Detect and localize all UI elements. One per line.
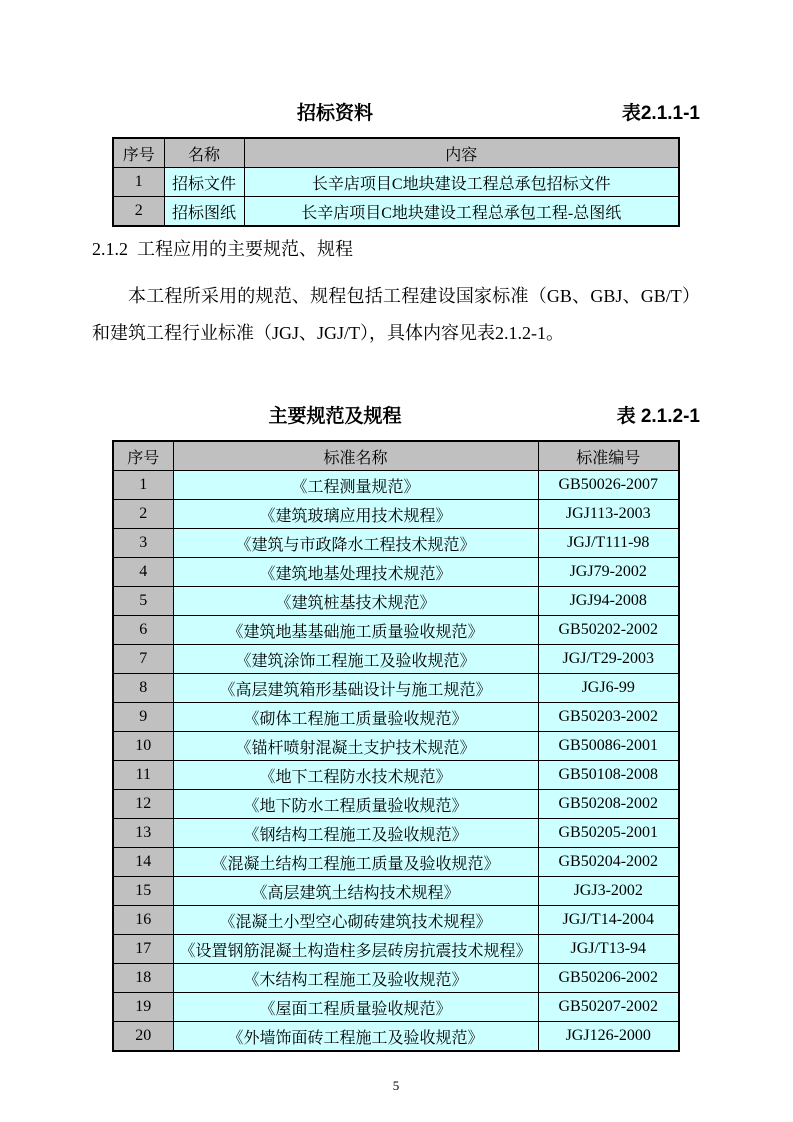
table-row bbox=[113, 877, 679, 906]
name-cell: 招标文件 bbox=[164, 168, 244, 197]
table-row bbox=[113, 471, 679, 500]
standard-name-cell: 《屋面工程质量验收规范》 bbox=[173, 993, 538, 1022]
standard-code-cell: GB50205-2001 bbox=[538, 819, 679, 848]
index-cell: 20 bbox=[113, 1022, 173, 1052]
table-row bbox=[113, 168, 679, 197]
standard-name-cell: 《外墙饰面砖工程施工及验收规范》 bbox=[173, 1022, 538, 1052]
table2-caption-row bbox=[92, 404, 700, 430]
table-row bbox=[113, 964, 679, 993]
standard-code-cell: JGJ/T14-2004 bbox=[538, 906, 679, 935]
table-row bbox=[113, 703, 679, 732]
index-cell: 18 bbox=[113, 964, 173, 993]
index-cell: 9 bbox=[113, 703, 173, 732]
standard-name-cell: 《建筑地基处理技术规范》 bbox=[173, 558, 538, 587]
table-row bbox=[113, 558, 679, 587]
name-cell: 招标图纸 bbox=[164, 197, 244, 227]
table-row bbox=[113, 732, 679, 761]
standard-name-cell: 《建筑桩基技术规范》 bbox=[173, 587, 538, 616]
content-cell: 长辛店项目C地块建设工程总承包工程-总图纸 bbox=[244, 197, 679, 227]
table-row bbox=[113, 1022, 679, 1052]
standard-name-cell: 《锚杆喷射混凝土支护技术规范》 bbox=[173, 732, 538, 761]
standard-name-cell: 《建筑与市政降水工程技术规范》 bbox=[173, 529, 538, 558]
index-cell: 15 bbox=[113, 877, 173, 906]
body-paragraph: 本工程所采用的规范、规程包括工程建设国家标准（GB、GBJ、GB/T）和建筑工程行业标准（JGJ、JGJ/T），具体内容见表2.1.2-1。 bbox=[92, 286, 700, 343]
header-cell-index: 序号 bbox=[113, 138, 164, 168]
standard-name-cell: 《高层建筑箱形基础设计与施工规范》 bbox=[173, 674, 538, 703]
table-row bbox=[113, 197, 679, 227]
standard-code-cell: JGJ/T111-98 bbox=[538, 529, 679, 558]
table-row bbox=[113, 529, 679, 558]
table-row bbox=[113, 848, 679, 877]
header-cell-index: 序号 bbox=[113, 441, 173, 471]
table-row bbox=[113, 819, 679, 848]
standard-code-cell: GB50208-2002 bbox=[538, 790, 679, 819]
standard-name-cell: 《设置钢筋混凝土构造柱多层砖房抗震技术规程》 bbox=[173, 935, 538, 964]
table-row bbox=[113, 906, 679, 935]
index-cell: 1 bbox=[113, 168, 164, 197]
table-row bbox=[113, 500, 679, 529]
standard-code-cell: JGJ79-2002 bbox=[538, 558, 679, 587]
index-cell: 2 bbox=[113, 500, 173, 529]
bidding-materials-table bbox=[112, 137, 680, 227]
table-header-row bbox=[113, 138, 679, 168]
table1-title: 招标资料 bbox=[296, 103, 373, 124]
index-cell: 13 bbox=[113, 819, 173, 848]
standard-name-cell: 《地下防水工程质量验收规范》 bbox=[173, 790, 538, 819]
standard-name-cell: 《建筑涂饰工程施工及验收规范》 bbox=[173, 645, 538, 674]
standard-code-cell: GB50202-2002 bbox=[538, 616, 679, 645]
index-cell: 11 bbox=[113, 761, 173, 790]
index-cell: 14 bbox=[113, 848, 173, 877]
table2-label: 表 2.1.2-1 bbox=[616, 406, 700, 427]
table-row bbox=[113, 993, 679, 1022]
table-row bbox=[113, 761, 679, 790]
index-cell: 19 bbox=[113, 993, 173, 1022]
content-cell: 长辛店项目C地块建设工程总承包招标文件 bbox=[244, 168, 679, 197]
standard-name-cell: 《钢结构工程施工及验收规范》 bbox=[173, 819, 538, 848]
index-cell: 4 bbox=[113, 558, 173, 587]
index-cell: 1 bbox=[113, 471, 173, 500]
standard-code-cell: GB50207-2002 bbox=[538, 993, 679, 1022]
index-cell: 3 bbox=[113, 529, 173, 558]
table2-title: 主要规范及规程 bbox=[268, 406, 402, 427]
table-header-row bbox=[113, 441, 679, 471]
standard-code-cell: GB50026-2007 bbox=[538, 471, 679, 500]
standard-name-cell: 《混凝土小型空心砌砖建筑技术规程》 bbox=[173, 906, 538, 935]
standard-name-cell: 《建筑玻璃应用技术规程》 bbox=[173, 500, 538, 529]
standard-code-cell: GB50203-2002 bbox=[538, 703, 679, 732]
header-cell-standard-name: 标准名称 bbox=[173, 441, 538, 471]
table-row bbox=[113, 790, 679, 819]
section-heading: 2.1.2 工程应用的主要规范、规程 bbox=[92, 239, 353, 259]
standard-name-cell: 《建筑地基基础施工质量验收规范》 bbox=[173, 616, 538, 645]
standard-code-cell: GB50086-2001 bbox=[538, 732, 679, 761]
index-cell: 6 bbox=[113, 616, 173, 645]
standard-name-cell: 《木结构工程施工及验收规范》 bbox=[173, 964, 538, 993]
index-cell: 17 bbox=[113, 935, 173, 964]
standard-code-cell: GB50108-2008 bbox=[538, 761, 679, 790]
standard-name-cell: 《混凝土结构工程施工质量及验收规范》 bbox=[173, 848, 538, 877]
standard-code-cell: JGJ126-2000 bbox=[538, 1022, 679, 1052]
table1-caption-row bbox=[92, 101, 700, 127]
header-cell-standard-code: 标准编号 bbox=[538, 441, 679, 471]
table1-label: 表2.1.1-1 bbox=[621, 103, 700, 124]
index-cell: 2 bbox=[113, 197, 164, 227]
index-cell: 5 bbox=[113, 587, 173, 616]
page-number: 5 bbox=[392, 1078, 400, 1093]
table-row bbox=[113, 616, 679, 645]
header-cell-content: 内容 bbox=[244, 138, 679, 168]
standard-code-cell: GB50204-2002 bbox=[538, 848, 679, 877]
index-cell: 10 bbox=[113, 732, 173, 761]
table-row bbox=[113, 587, 679, 616]
header-cell-name: 名称 bbox=[164, 138, 244, 168]
standard-code-cell: JGJ/T13-94 bbox=[538, 935, 679, 964]
table-row bbox=[113, 645, 679, 674]
index-cell: 7 bbox=[113, 645, 173, 674]
standard-name-cell: 《砌体工程施工质量验收规范》 bbox=[173, 703, 538, 732]
index-cell: 12 bbox=[113, 790, 173, 819]
standard-code-cell: JGJ/T29-2003 bbox=[538, 645, 679, 674]
standard-code-cell: GB50206-2002 bbox=[538, 964, 679, 993]
table-row bbox=[113, 674, 679, 703]
standard-code-cell: JGJ3-2002 bbox=[538, 877, 679, 906]
index-cell: 8 bbox=[113, 674, 173, 703]
index-cell: 16 bbox=[113, 906, 173, 935]
standard-name-cell: 《高层建筑土结构技术规程》 bbox=[173, 877, 538, 906]
standard-code-cell: JGJ94-2008 bbox=[538, 587, 679, 616]
standard-code-cell: JGJ6-99 bbox=[538, 674, 679, 703]
standards-table bbox=[112, 440, 680, 1052]
table-row bbox=[113, 935, 679, 964]
standard-name-cell: 《地下工程防水技术规范》 bbox=[173, 761, 538, 790]
standard-name-cell: 《工程测量规范》 bbox=[173, 471, 538, 500]
standard-code-cell: JGJ113-2003 bbox=[538, 500, 679, 529]
